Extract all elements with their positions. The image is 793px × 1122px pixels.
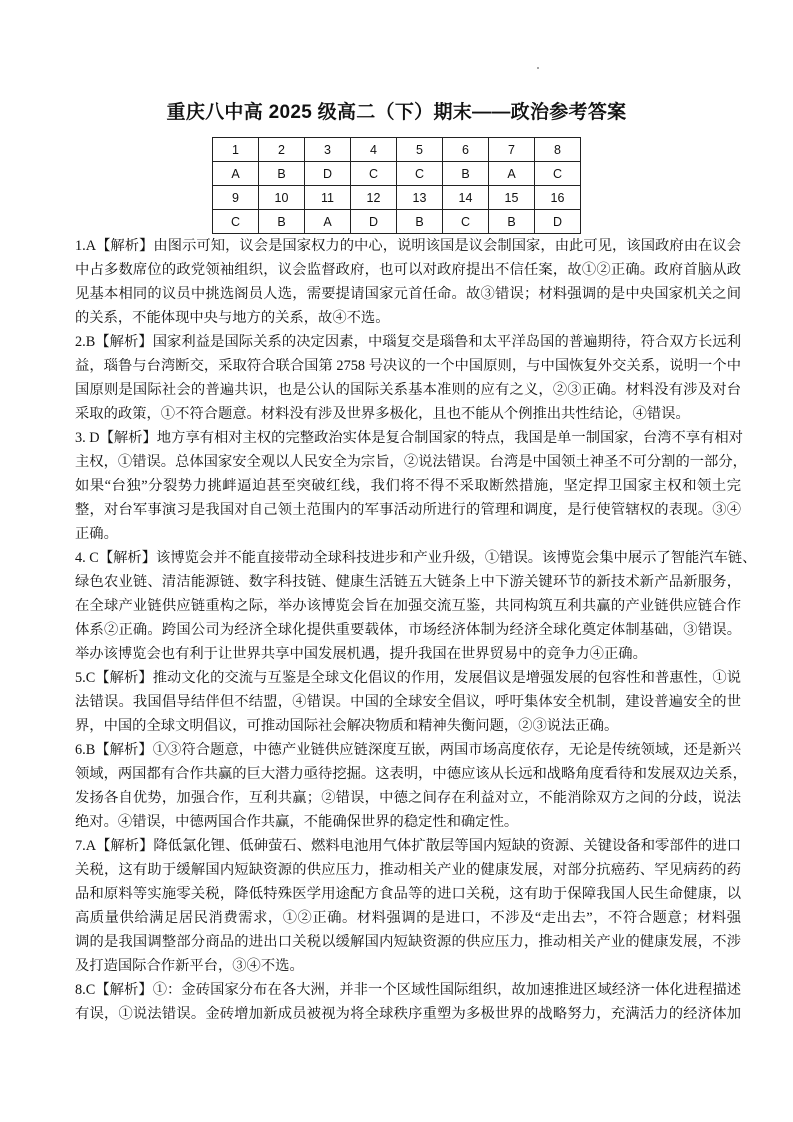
explanation-line: 调的是我国调整部分商品的进出口关税以缓解国内短缺资源的供应压力，推动相关产业的健康发展，不涉 — [75, 934, 741, 950]
explanation-line: 高质量供给满足居民消费需求，①②正确。材料强调的是进口，不涉及“走出去”，不符合题意；材料强 — [75, 910, 741, 926]
explanation-line: 国原则是国际社会的普遍共识，也是公认的国际关系基本准则的应有之义，②③正确。材料没有涉及对台 — [75, 382, 741, 398]
explanations — [75, 234, 757, 1026]
answer-cell: C — [443, 210, 489, 234]
question-number-cell: 13 — [397, 186, 443, 210]
answer-cell: C — [535, 162, 581, 186]
answer-cell: B — [259, 210, 305, 234]
explanation-line: 整，对台军事演习是我国对自己领土范围内的军事活动所进行的管理和调度，是行使管辖权的表现。③④ — [75, 502, 741, 518]
explanation-paragraph — [75, 234, 741, 330]
answer-cell: A — [213, 162, 259, 186]
explanation-line: 采取的政策，①不符合题意。材料没有涉及世界多极化，且也不能从个例推出共性结论，④错误。 — [75, 406, 690, 422]
answer-cell: A — [489, 162, 535, 186]
explanation-line: 8.C【解析】①：金砖国家分布在各大洲，并非一个区域性国际组织，故加速推进区域经济一体化进程描述 — [75, 982, 741, 998]
explanation-line: 4. C【解析】该博览会并不能直接带动全球科技进步和产业升级，①错误。该博览会集中展示了智能汽车链、 — [75, 550, 757, 566]
question-number-cell: 7 — [489, 138, 535, 162]
explanation-line: 2.B【解析】国家利益是国际关系的决定因素，中瑙复交是瑙鲁和太平洋岛国的普遍期待，符合双方长远利 — [75, 334, 741, 350]
question-number-cell: 11 — [305, 186, 351, 210]
explanation-line: 绿色农业链、清洁能源链、数字科技链、健康生活链五大链条上中下游关键环节的新技术新产品新服务， — [75, 574, 741, 590]
explanation-line: 举办该博览会也有利于让世界共享中国发展机遇，提升我国在世界贸易中的竞争力④正确。 — [75, 646, 647, 662]
explanation-line: 主权，①错误。总体国家安全观以人民安全为宗旨，②说法错误。台湾是中国领土神圣不可分割的一部分， — [75, 454, 747, 470]
question-number-cell: 9 — [213, 186, 259, 210]
explanation-line: 及打造国际合作新平台，③④不选。 — [75, 958, 304, 974]
question-number-cell: 1 — [213, 138, 259, 162]
explanation-line: 中占多数席位的政党领袖组织，议会监督政府，也可以对政府提出不信任案，故①②正确。政府首脑从政 — [75, 262, 741, 278]
question-number-cell: 10 — [259, 186, 305, 210]
explanation-paragraph — [75, 426, 747, 546]
answer-table — [212, 137, 581, 234]
question-number-cell: 2 — [259, 138, 305, 162]
explanation-paragraph — [75, 978, 741, 1026]
question-number-cell: 16 — [535, 186, 581, 210]
explanation-line: 益，瑙鲁与台湾断交，采取符合联合国第 2758 号决议的一个中国原则，与中国恢复外交关系，说明一个中 — [75, 358, 741, 374]
answer-cell: C — [213, 210, 259, 234]
answer-cell: D — [351, 210, 397, 234]
answer-row — [213, 210, 581, 234]
explanation-line: 如果“台独”分裂势力挑衅逼迫甚至突破红线，我们将不得不采取断然措施，坚定捍卫国家主权和领土完 — [75, 478, 741, 494]
answer-cell: D — [535, 210, 581, 234]
question-number-cell: 5 — [397, 138, 443, 162]
question-number-row — [213, 138, 581, 162]
explanation-paragraph — [75, 330, 741, 426]
page-title: 重庆八中高 2025 级高二（下）期末——政治参考答案 — [166, 102, 627, 123]
explanation-line: 在全球产业链供应链重构之际，举办该博览会旨在加强交流互鉴，共同构筑互利共赢的产业链供应链合作 — [75, 598, 741, 614]
explanation-line: 6.B【解析】①③符合题意，中德产业链供应链深度互嵌，两国市场高度依存，无论是传统领域，还是新兴 — [75, 742, 741, 758]
question-number-cell: 4 — [351, 138, 397, 162]
answer-cell: C — [397, 162, 443, 186]
answer-cell: B — [397, 210, 443, 234]
explanation-line: 正确。 — [75, 526, 118, 542]
question-number-cell: 15 — [489, 186, 535, 210]
question-number-cell: 12 — [351, 186, 397, 210]
question-number-cell: 8 — [535, 138, 581, 162]
answer-cell: A — [305, 210, 351, 234]
answer-cell: B — [443, 162, 489, 186]
question-number-row — [213, 186, 581, 210]
answer-row — [213, 162, 581, 186]
explanation-line: 发扬各自优势，加强合作，互利共赢；②错误，中德之间存在利益对立，不能消除双方之间的分歧，说法 — [75, 790, 741, 806]
question-number-cell: 6 — [443, 138, 489, 162]
explanation-line: 5.C【解析】推动文化的交流与互鉴是全球文化倡议的作用，发展倡议是增强发展的包容性和普惠性，①说 — [75, 670, 741, 686]
explanation-paragraph — [75, 738, 747, 834]
explanation-line: 领域，两国都有合作共赢的巨大潜力亟待挖掘。这表明，中德应该从长远和战略角度看待和发展双边关系， — [75, 766, 747, 782]
answer-cell: B — [489, 210, 535, 234]
explanation-line: 有误，①说法错误。金砖增加新成员被视为将全球秩序重塑为多极世界的战略努力，充满活力的经济体加 — [75, 1006, 741, 1022]
explanation-line: 7.A【解析】降低氯化锂、低砷萤石、燃料电池用气体扩散层等国内短缺的资源、关键设备和零部件的进口 — [75, 838, 741, 854]
explanation-line: 见基本相同的议员中挑选阁员人选，需要提请国家元首任命。故③错误；材料强调的是中央国家机关之间 — [75, 286, 741, 302]
question-number-cell: 3 — [305, 138, 351, 162]
answer-cell: D — [305, 162, 351, 186]
explanation-line: 界，中国的全球文明倡议，可推动国际社会解决物质和精神失衡问题，②③说法正确。 — [75, 718, 619, 734]
explanation-line: 的关系，不能体现中央与地方的关系，故④不选。 — [75, 310, 390, 326]
answer-cell: C — [351, 162, 397, 186]
answer-cell: B — [259, 162, 305, 186]
explanation-line: 关税，这有助于缓解国内短缺资源的供应压力，推动相关产业的健康发展，对部分抗癌药、罕见病药的药 — [75, 862, 741, 878]
explanation-line: 绝对。④错误，中德两国合作共赢，不能确保世界的稳定性和确定性。 — [75, 814, 519, 830]
scan-dot — [537, 67, 539, 69]
explanation-line: 法错误。我国倡导结伴但不结盟，④错误。中国的全球安全倡议，呼吁集体安全机制，建设普遍安全的世 — [75, 694, 741, 710]
explanation-paragraph — [75, 546, 757, 666]
explanation-line: 体系②正确。跨国公司为经济全球化提供重要载体，市场经济体制为经济全球化奠定体制基础，③错误。 — [75, 622, 741, 638]
explanation-line: 品和原料等实施零关税，降低特殊医学用途配方食品等的进口关税，这有助于保障我国人民生命健康，以 — [75, 886, 741, 902]
explanation-line: 3. D【解析】地方享有相对主权的完整政治实体是复合制国家的特点，我国是单一制国家，台湾不享有相对 — [75, 430, 743, 446]
question-number-cell: 14 — [443, 186, 489, 210]
explanation-line: 1.A【解析】由图示可知，议会是国家权力的中心，说明该国是议会制国家，由此可见，该国政府由在议会 — [75, 238, 741, 254]
explanation-paragraph — [75, 666, 741, 738]
explanation-paragraph — [75, 834, 741, 978]
